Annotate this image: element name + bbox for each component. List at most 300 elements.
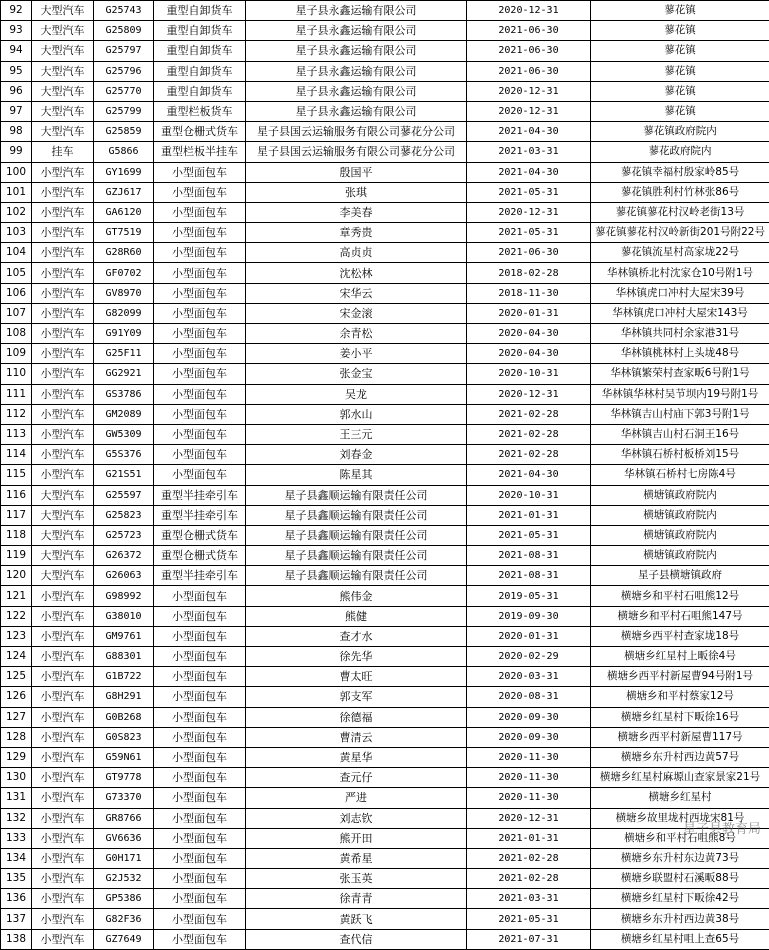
vehicle-class: 小型汽车: [32, 869, 94, 889]
plate-number: G25859: [94, 122, 154, 142]
inspection-date: 2021-04-30: [467, 122, 591, 142]
row-number: 113: [1, 424, 32, 444]
inspection-date: 2020-10-31: [467, 485, 591, 505]
table-body: [1, 1, 769, 950]
inspection-date: 2021-03-31: [467, 889, 591, 909]
address: 横塘镇政府院内: [591, 485, 769, 505]
table-row: [1, 424, 769, 444]
vehicle-class: 小型汽车: [32, 243, 94, 263]
plate-number: G25770: [94, 81, 154, 101]
vehicle-type: 小型面包车: [154, 848, 246, 868]
plate-number: G1B722: [94, 667, 154, 687]
plate-number: G25799: [94, 101, 154, 121]
inspection-date: 2021-06-30: [467, 243, 591, 263]
table-row: [1, 445, 769, 465]
vehicle-type: 小型面包车: [154, 445, 246, 465]
vehicle-class: 大型汽车: [32, 21, 94, 41]
address: 蓼花镇幸福村殷家岭85号: [591, 162, 769, 182]
table-row: [1, 525, 769, 545]
plate-number: GZ7649: [94, 929, 154, 949]
address: 星子县横塘镇政府: [591, 566, 769, 586]
vehicle-class: 小型汽车: [32, 223, 94, 243]
table-row: [1, 142, 769, 162]
table-row: [1, 303, 769, 323]
owner-name: 余青松: [246, 324, 467, 344]
table-row: [1, 687, 769, 707]
vehicle-type: 小型面包车: [154, 404, 246, 424]
plate-number: G8H291: [94, 687, 154, 707]
plate-number: GV6636: [94, 828, 154, 848]
table-row: [1, 465, 769, 485]
address: 横塘镇政府院内: [591, 505, 769, 525]
vehicle-class: 小型汽车: [32, 808, 94, 828]
row-number: 108: [1, 324, 32, 344]
row-number: 107: [1, 303, 32, 323]
vehicle-class: 小型汽车: [32, 909, 94, 929]
inspection-date: 2020-02-29: [467, 647, 591, 667]
row-number: 98: [1, 122, 32, 142]
owner-name: 刘志钦: [246, 808, 467, 828]
vehicle-class: 小型汽车: [32, 283, 94, 303]
vehicle-type: 小型面包车: [154, 606, 246, 626]
owner-name: 查代信: [246, 929, 467, 949]
inspection-date: 2020-12-31: [467, 101, 591, 121]
vehicle-type: 小型面包车: [154, 727, 246, 747]
owner-name: 星子县永鑫运输有限公司: [246, 1, 467, 21]
row-number: 130: [1, 768, 32, 788]
table-row: [1, 788, 769, 808]
table-row: [1, 707, 769, 727]
table-row: [1, 647, 769, 667]
table-row: [1, 81, 769, 101]
table-row: [1, 384, 769, 404]
table-row: [1, 202, 769, 222]
owner-name: 陈星其: [246, 465, 467, 485]
vehicle-class: 大型汽车: [32, 122, 94, 142]
table-row: [1, 828, 769, 848]
owner-name: 曹清云: [246, 727, 467, 747]
vehicle-type: 小型面包车: [154, 586, 246, 606]
plate-number: GM9761: [94, 626, 154, 646]
row-number: 126: [1, 687, 32, 707]
row-number: 111: [1, 384, 32, 404]
inspection-date: 2021-02-28: [467, 869, 591, 889]
table-row: [1, 162, 769, 182]
address: 蓼花镇: [591, 21, 769, 41]
vehicle-type: 小型面包车: [154, 747, 246, 767]
inspection-date: 2021-08-31: [467, 546, 591, 566]
inspection-date: 2021-04-30: [467, 465, 591, 485]
plate-number: G38010: [94, 606, 154, 626]
owner-name: 查元仔: [246, 768, 467, 788]
address: 横塘乡红星村麻塬山查家景家21号: [591, 768, 769, 788]
inspection-date: 2021-02-28: [467, 424, 591, 444]
address: 华林镇石桥村七房陈4号: [591, 465, 769, 485]
address: 华林镇桥北村沈家仓10号附1号: [591, 263, 769, 283]
table-row: [1, 505, 769, 525]
inspection-date: 2020-04-30: [467, 324, 591, 344]
table-row: [1, 41, 769, 61]
vehicle-type: 小型面包车: [154, 303, 246, 323]
inspection-date: 2021-08-31: [467, 566, 591, 586]
address: 横塘乡红星村咀上查65号: [591, 929, 769, 949]
row-number: 105: [1, 263, 32, 283]
inspection-date: 2021-02-28: [467, 404, 591, 424]
owner-name: 熊伟金: [246, 586, 467, 606]
row-number: 134: [1, 848, 32, 868]
address: 华林镇吉山村庙下郭3号附1号: [591, 404, 769, 424]
vehicle-type: 小型面包车: [154, 889, 246, 909]
plate-number: G2J532: [94, 869, 154, 889]
inspection-date: 2021-06-30: [467, 21, 591, 41]
plate-number: GA6120: [94, 202, 154, 222]
owner-name: 殷国平: [246, 162, 467, 182]
row-number: 129: [1, 747, 32, 767]
inspection-date: 2021-02-28: [467, 445, 591, 465]
plate-number: G25809: [94, 21, 154, 41]
vehicle-class: 小型汽车: [32, 384, 94, 404]
row-number: 138: [1, 929, 32, 949]
row-number: 92: [1, 1, 32, 21]
plate-number: G25743: [94, 1, 154, 21]
owner-name: 沈松林: [246, 263, 467, 283]
vehicle-type: 小型面包车: [154, 223, 246, 243]
row-number: 121: [1, 586, 32, 606]
plate-number: G0B268: [94, 707, 154, 727]
vehicle-type: 重型半挂牵引车: [154, 485, 246, 505]
address: 横塘乡和平村石咀熊12号: [591, 586, 769, 606]
vehicle-class: 大型汽车: [32, 1, 94, 21]
address: 华林镇繁荣村查家畈6号附1号: [591, 364, 769, 384]
row-number: 109: [1, 344, 32, 364]
inspection-date: 2021-05-31: [467, 525, 591, 545]
address: 横塘乡和平村蔡家12号: [591, 687, 769, 707]
row-number: 125: [1, 667, 32, 687]
vehicle-class: 小型汽车: [32, 606, 94, 626]
vehicle-type: 小型面包车: [154, 344, 246, 364]
vehicle-class: 大型汽车: [32, 61, 94, 81]
owner-name: 星子县鑫顺运输有限责任公司: [246, 566, 467, 586]
inspection-date: 2020-03-31: [467, 667, 591, 687]
plate-number: G98992: [94, 586, 154, 606]
inspection-date: 2020-01-31: [467, 626, 591, 646]
plate-number: GS3786: [94, 384, 154, 404]
owner-name: 徐德福: [246, 707, 467, 727]
inspection-date: 2020-12-31: [467, 202, 591, 222]
vehicle-class: 小型汽车: [32, 647, 94, 667]
row-number: 96: [1, 81, 32, 101]
address: 横塘乡红星村下畈徐16号: [591, 707, 769, 727]
vehicle-type: 重型半挂牵引车: [154, 505, 246, 525]
address: 蓼花镇蓼花村汉岭老街13号: [591, 202, 769, 222]
table-row: [1, 243, 769, 263]
owner-name: 刘春金: [246, 445, 467, 465]
plate-number: G82F36: [94, 909, 154, 929]
address: 横塘乡东升村西边黄57号: [591, 747, 769, 767]
vehicle-class: 小型汽车: [32, 848, 94, 868]
table-row: [1, 727, 769, 747]
row-number: 131: [1, 788, 32, 808]
owner-name: 星子县永鑫运输有限公司: [246, 21, 467, 41]
owner-name: 吴龙: [246, 384, 467, 404]
vehicle-type: 小型面包车: [154, 707, 246, 727]
plate-number: G25F11: [94, 344, 154, 364]
vehicle-type: 小型面包车: [154, 465, 246, 485]
table-row: [1, 889, 769, 909]
plate-number: G91Y09: [94, 324, 154, 344]
vehicle-type: 小型面包车: [154, 869, 246, 889]
address: 横塘乡西平村查家垅18号: [591, 626, 769, 646]
address: 横塘乡红星村上畈徐4号: [591, 647, 769, 667]
table-row: [1, 848, 769, 868]
plate-number: GZJ617: [94, 182, 154, 202]
vehicle-class: 小型汽车: [32, 768, 94, 788]
plate-number: GT7519: [94, 223, 154, 243]
owner-name: 星子县鑫顺运输有限责任公司: [246, 485, 467, 505]
address: 横塘乡和平村石咀熊147号: [591, 606, 769, 626]
vehicle-type: 小型面包车: [154, 909, 246, 929]
address: 华林镇虎口冲村大屋宋143号: [591, 303, 769, 323]
row-number: 132: [1, 808, 32, 828]
inspection-date: 2021-06-30: [467, 61, 591, 81]
vehicle-type: 小型面包车: [154, 667, 246, 687]
address: 横塘乡东升村东边黄73号: [591, 848, 769, 868]
table-row: [1, 485, 769, 505]
inspection-date: 2018-11-30: [467, 283, 591, 303]
plate-number: G28R60: [94, 243, 154, 263]
row-number: 128: [1, 727, 32, 747]
row-number: 117: [1, 505, 32, 525]
vehicle-type: 重型自卸货车: [154, 41, 246, 61]
address: 华林镇石桥村板桥刘15号: [591, 445, 769, 465]
owner-name: 严进: [246, 788, 467, 808]
address: 横塘乡和平村石咀熊8号: [591, 828, 769, 848]
plate-number: G5866: [94, 142, 154, 162]
address: 横塘乡西平村新屋曹94号附1号: [591, 667, 769, 687]
vehicle-type: 小型面包车: [154, 929, 246, 949]
row-number: 137: [1, 909, 32, 929]
row-number: 127: [1, 707, 32, 727]
address: 蓼花镇: [591, 1, 769, 21]
plate-number: G25723: [94, 525, 154, 545]
row-number: 110: [1, 364, 32, 384]
vehicle-type: 小型面包车: [154, 808, 246, 828]
inspection-date: 2020-11-30: [467, 747, 591, 767]
address: 华林镇共同村余家港31号: [591, 324, 769, 344]
owner-name: 李美春: [246, 202, 467, 222]
owner-name: 星子县鑫顺运输有限责任公司: [246, 546, 467, 566]
vehicle-class: 小型汽车: [32, 445, 94, 465]
table-row: [1, 667, 769, 687]
plate-number: GW5309: [94, 424, 154, 444]
owner-name: 星子县永鑫运输有限公司: [246, 41, 467, 61]
vehicle-class: 大型汽车: [32, 525, 94, 545]
address: 蓼花镇蓼花村汉岭新街201号附22号: [591, 223, 769, 243]
vehicle-class: 小型汽车: [32, 263, 94, 283]
table-row: [1, 606, 769, 626]
vehicle-class: 大型汽车: [32, 41, 94, 61]
vehicle-class: 小型汽车: [32, 788, 94, 808]
table-row: [1, 364, 769, 384]
row-number: 102: [1, 202, 32, 222]
inspection-date: 2020-08-31: [467, 687, 591, 707]
vehicle-type: 重型自卸货车: [154, 61, 246, 81]
plate-number: G59N61: [94, 747, 154, 767]
owner-name: 曹太旺: [246, 667, 467, 687]
address: 华林镇华林村吴节坝内19号附1号: [591, 384, 769, 404]
vehicle-type: 重型自卸货车: [154, 21, 246, 41]
table-row: [1, 808, 769, 828]
row-number: 119: [1, 546, 32, 566]
vehicle-class: 大型汽车: [32, 101, 94, 121]
table-row: [1, 626, 769, 646]
vehicle-class: 小型汽车: [32, 424, 94, 444]
plate-number: G73370: [94, 788, 154, 808]
plate-number: G26372: [94, 546, 154, 566]
row-number: 135: [1, 869, 32, 889]
inspection-date: 2020-09-30: [467, 707, 591, 727]
plate-number: G25597: [94, 485, 154, 505]
owner-name: 郭支军: [246, 687, 467, 707]
vehicle-type: 小型面包车: [154, 324, 246, 344]
vehicle-class: 大型汽车: [32, 81, 94, 101]
table-row: [1, 344, 769, 364]
row-number: 114: [1, 445, 32, 465]
vehicle-class: 小型汽车: [32, 404, 94, 424]
owner-name: 黄希星: [246, 848, 467, 868]
address: 横塘乡红星村下畈徐42号: [591, 889, 769, 909]
vehicle-type: 小型面包车: [154, 424, 246, 444]
table-row: [1, 61, 769, 81]
address: 蓼花镇流星村高家垅22号: [591, 243, 769, 263]
vehicle-type: 重型栏板货车: [154, 101, 246, 121]
table-row: [1, 909, 769, 929]
owner-name: 王三元: [246, 424, 467, 444]
address: 蓼花镇: [591, 81, 769, 101]
plate-number: GM2089: [94, 404, 154, 424]
address: 横塘乡故里垅村西垅宋81号: [591, 808, 769, 828]
inspection-date: 2020-04-30: [467, 344, 591, 364]
vehicle-type: 小型面包车: [154, 384, 246, 404]
vehicle-class: 小型汽车: [32, 465, 94, 485]
vehicle-type: 小型面包车: [154, 768, 246, 788]
vehicle-class: 小型汽车: [32, 929, 94, 949]
vehicle-class: 小型汽车: [32, 324, 94, 344]
table-row: [1, 223, 769, 243]
address: 华林镇吉山村石洞王16号: [591, 424, 769, 444]
table-row: [1, 747, 769, 767]
owner-name: 张琪: [246, 182, 467, 202]
inspection-date: 2020-12-31: [467, 384, 591, 404]
vehicle-type: 重型自卸货车: [154, 81, 246, 101]
vehicle-type: 小型面包车: [154, 202, 246, 222]
address: 蓼花政府院内: [591, 142, 769, 162]
vehicle-class: 小型汽车: [32, 667, 94, 687]
vehicle-class: 小型汽车: [32, 202, 94, 222]
table-row: [1, 21, 769, 41]
address: 华林镇桃林村上头垅48号: [591, 344, 769, 364]
row-number: 122: [1, 606, 32, 626]
vehicle-type: 小型面包车: [154, 283, 246, 303]
plate-number: G26063: [94, 566, 154, 586]
vehicle-type: 小型面包车: [154, 162, 246, 182]
address: 横塘镇政府院内: [591, 546, 769, 566]
plate-number: GR8766: [94, 808, 154, 828]
inspection-date: 2020-12-31: [467, 808, 591, 828]
inspection-date: 2021-05-31: [467, 182, 591, 202]
row-number: 115: [1, 465, 32, 485]
inspection-date: 2020-11-30: [467, 768, 591, 788]
table-row: [1, 929, 769, 949]
owner-name: 徐青青: [246, 889, 467, 909]
vehicle-type: 重型仓栅式货车: [154, 122, 246, 142]
inspection-date: 2020-11-30: [467, 788, 591, 808]
vehicle-type: 小型面包车: [154, 788, 246, 808]
vehicle-type: 小型面包车: [154, 364, 246, 384]
vehicle-type: 重型栏板半挂车: [154, 142, 246, 162]
inspection-date: 2021-07-31: [467, 929, 591, 949]
row-number: 104: [1, 243, 32, 263]
plate-number: GT9778: [94, 768, 154, 788]
owner-name: 黄星华: [246, 747, 467, 767]
vehicle-class: 大型汽车: [32, 485, 94, 505]
inspection-date: 2021-06-30: [467, 41, 591, 61]
table-row: [1, 122, 769, 142]
vehicle-class: 小型汽车: [32, 364, 94, 384]
owner-name: 徐先华: [246, 647, 467, 667]
owner-name: 星子县鑫顺运输有限责任公司: [246, 505, 467, 525]
row-number: 103: [1, 223, 32, 243]
table-row: [1, 546, 769, 566]
owner-name: 宋华云: [246, 283, 467, 303]
vehicle-type: 小型面包车: [154, 687, 246, 707]
vehicle-class: 小型汽车: [32, 747, 94, 767]
plate-number: G0H171: [94, 848, 154, 868]
vehicle-class: 小型汽车: [32, 727, 94, 747]
inspection-date: 2021-02-28: [467, 848, 591, 868]
plate-number: GG2921: [94, 364, 154, 384]
table-row: [1, 869, 769, 889]
plate-number: G0S823: [94, 727, 154, 747]
plate-number: G21S51: [94, 465, 154, 485]
inspection-date: 2021-04-30: [467, 162, 591, 182]
table-row: [1, 566, 769, 586]
vehicle-type: 重型仓栅式货车: [154, 525, 246, 545]
owner-name: 星子县国云运输服务有限公司蓼花分公司: [246, 122, 467, 142]
address: 蓼花镇: [591, 41, 769, 61]
owner-name: 星子县永鑫运输有限公司: [246, 101, 467, 121]
inspection-date: 2019-09-30: [467, 606, 591, 626]
inspection-date: 2021-03-31: [467, 142, 591, 162]
row-number: 124: [1, 647, 32, 667]
vehicle-type: 小型面包车: [154, 647, 246, 667]
owner-name: 熊开田: [246, 828, 467, 848]
vehicle-type: 重型仓栅式货车: [154, 546, 246, 566]
row-number: 136: [1, 889, 32, 909]
vehicle-type: 小型面包车: [154, 263, 246, 283]
inspection-date: 2018-02-28: [467, 263, 591, 283]
row-number: 118: [1, 525, 32, 545]
inspection-date: 2021-01-31: [467, 828, 591, 848]
row-number: 123: [1, 626, 32, 646]
owner-name: 郭水山: [246, 404, 467, 424]
vehicle-type: 重型半挂牵引车: [154, 566, 246, 586]
plate-number: G5S376: [94, 445, 154, 465]
vehicle-type: 小型面包车: [154, 243, 246, 263]
plate-number: G25796: [94, 61, 154, 81]
row-number: 99: [1, 142, 32, 162]
owner-name: 查才水: [246, 626, 467, 646]
